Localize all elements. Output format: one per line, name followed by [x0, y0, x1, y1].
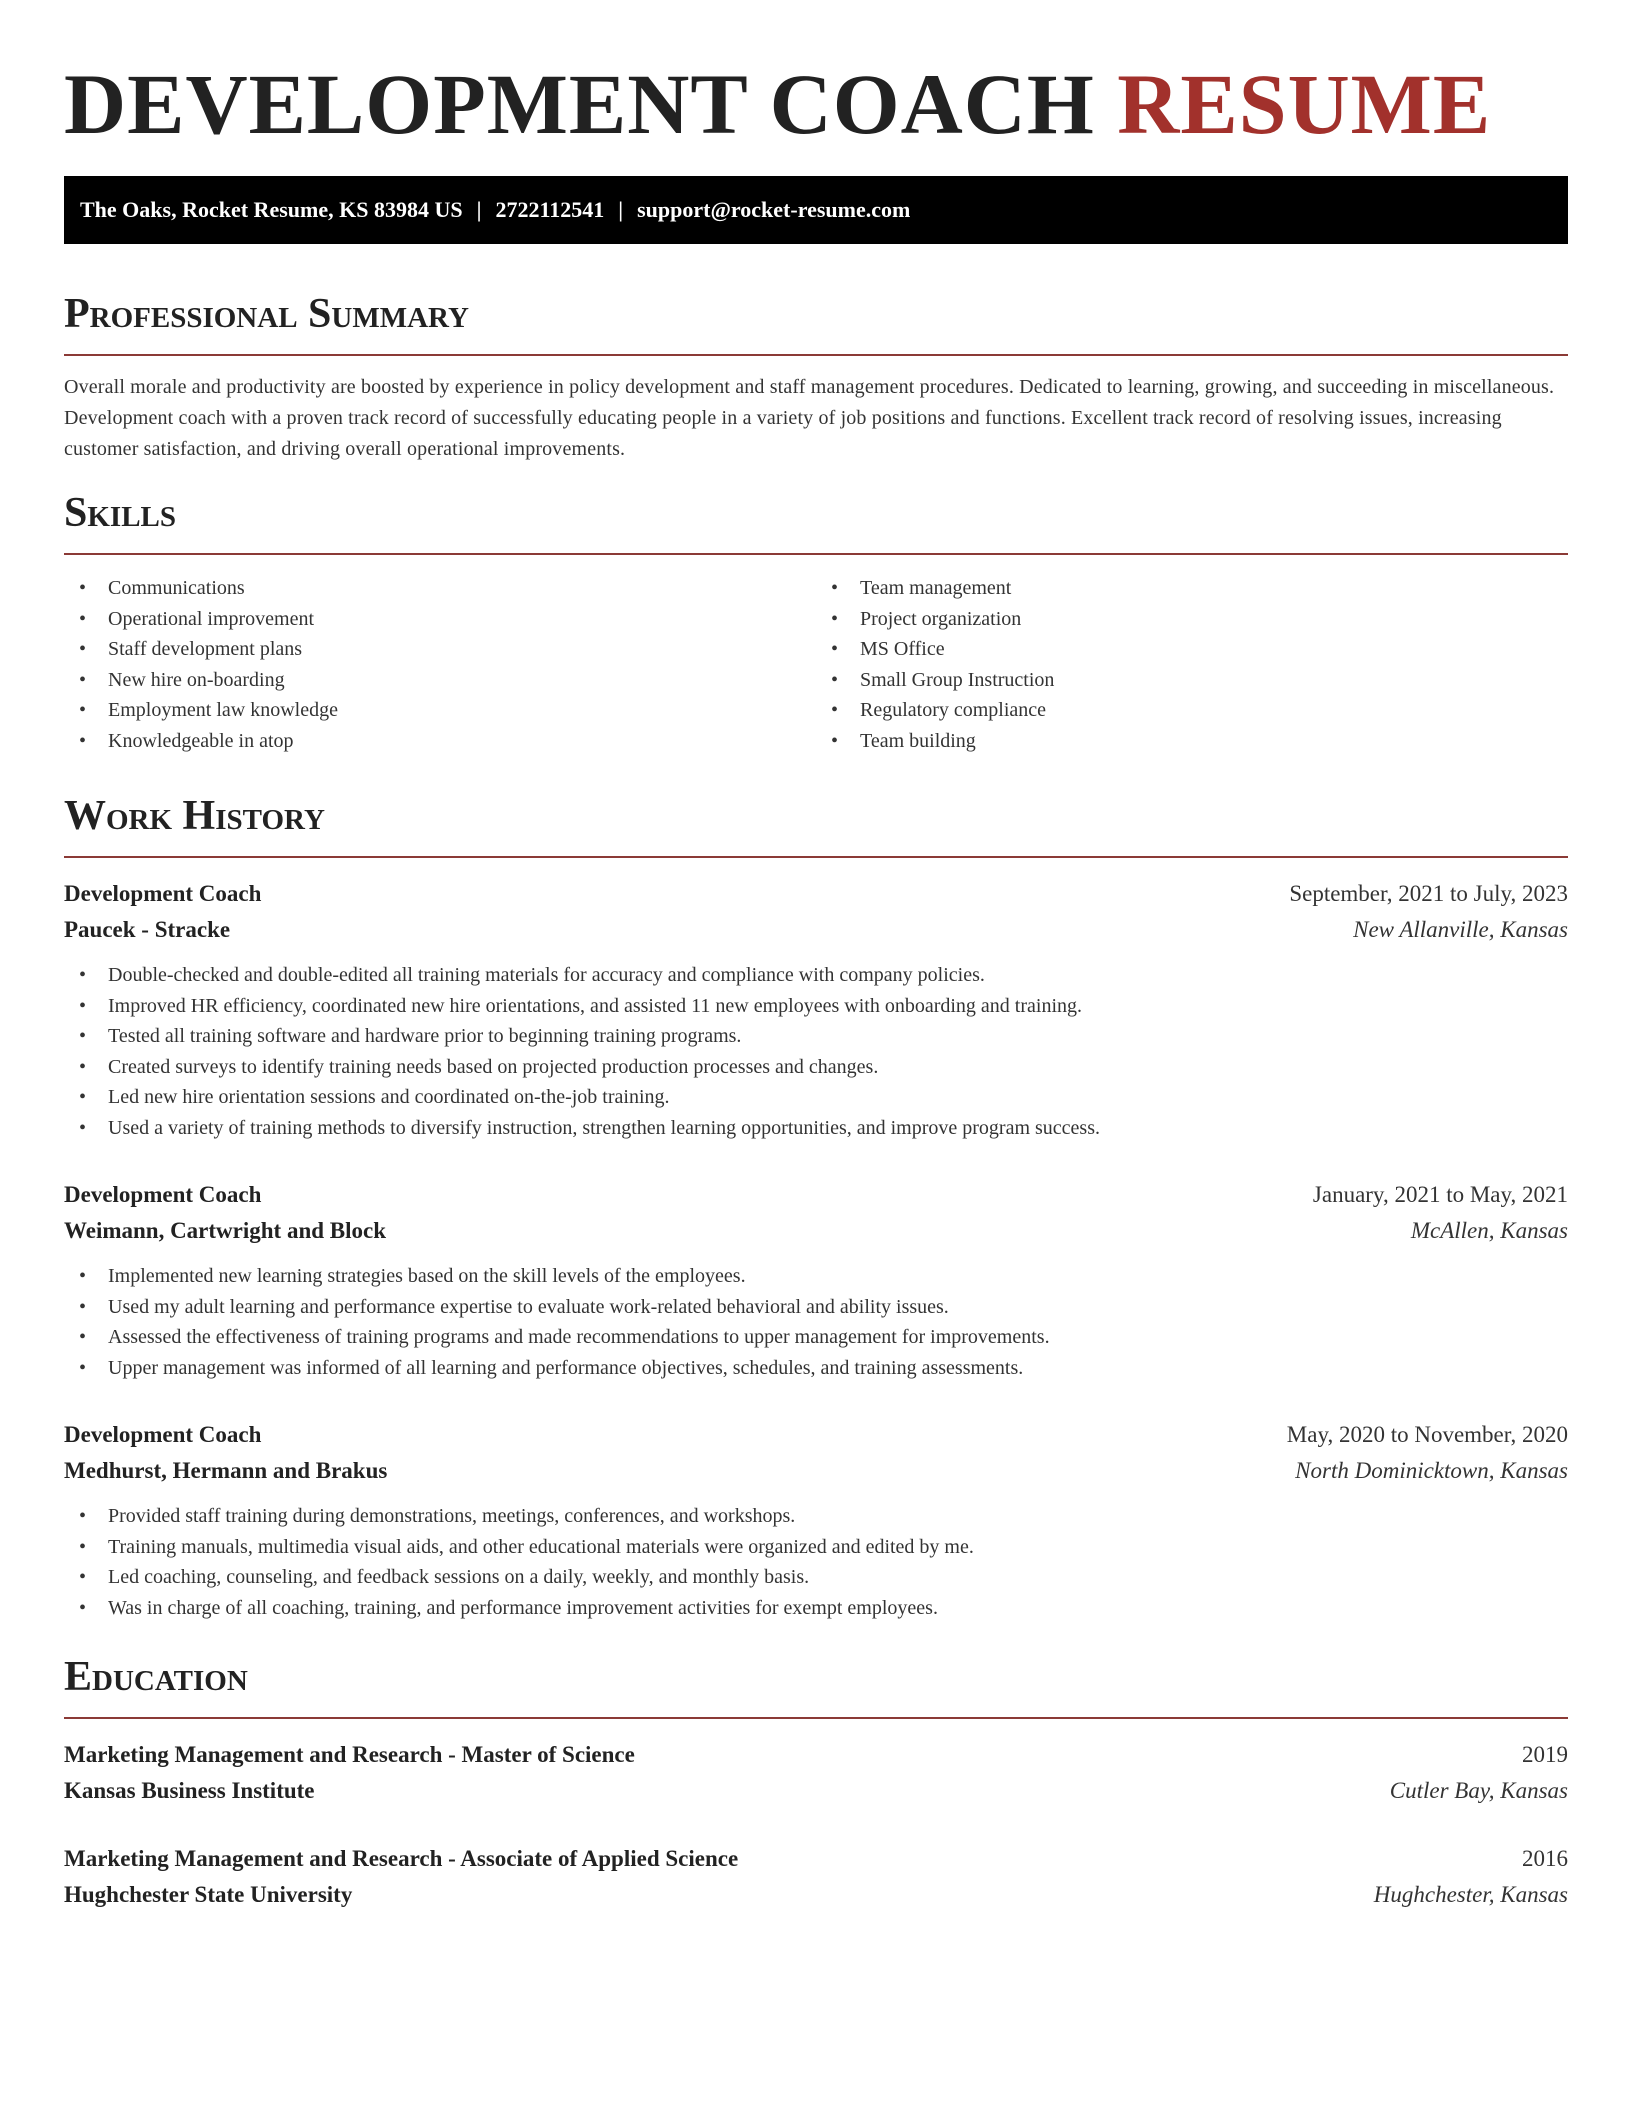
- job-bullet: • Tested all training software and hardware prior to beginning training programs.: [64, 1021, 1568, 1052]
- contact-separator: |: [618, 197, 624, 222]
- job-bullet: • Used a variety of training methods to diversify instruction, strengthen learning opportunities, and improve program success.: [64, 1113, 1568, 1144]
- work-history-heading: Work History: [64, 790, 1568, 858]
- job-dates: January, 2021 to May, 2021: [1312, 1182, 1568, 1207]
- skill-item: • Team management: [816, 573, 1568, 604]
- contact-phone: 2722112541: [495, 197, 605, 222]
- job-bullet: • Led coaching, counseling, and feedback sessions on a daily, weekly, and monthly basis.: [64, 1562, 1568, 1593]
- job-company-row: [64, 1453, 1568, 1489]
- skill-item: • Small Group Instruction: [816, 665, 1568, 696]
- job-header-row: [64, 1177, 1568, 1213]
- skill-item: • Employment law knowledge: [64, 695, 816, 726]
- job-entry: [64, 876, 1568, 1143]
- title-main: DEVELOPMENT COACH: [64, 56, 1095, 152]
- skill-item: • Knowledgeable in atop: [64, 726, 816, 757]
- job-bullet: • Assessed the effectiveness of training programs and made recommendations to upper management for improvements.: [64, 1322, 1568, 1353]
- job-bullet: • Was in charge of all coaching, training, and performance improvement activities for exempt employees.: [64, 1593, 1568, 1624]
- contact-bar: [64, 176, 1568, 244]
- skill-item: • New hire on-boarding: [64, 665, 816, 696]
- job-bullet: • Implemented new learning strategies based on the skill levels of the employees.: [64, 1261, 1568, 1292]
- education-entry: [64, 1737, 1568, 1809]
- contact-separator: |: [476, 197, 482, 222]
- job-bullet: • Provided staff training during demonstrations, meetings, conferences, and workshops.: [64, 1501, 1568, 1532]
- contact-address: The Oaks, Rocket Resume, KS 83984 US: [80, 197, 463, 222]
- job-bullets: [64, 960, 1568, 1143]
- job-company: Medhurst, Hermann and Brakus: [64, 1458, 388, 1483]
- job-bullet: • Upper management was informed of all learning and performance objectives, schedules, and training assessments.: [64, 1353, 1568, 1384]
- contact-email: support@rocket-resume.com: [637, 197, 911, 222]
- skills-column-left: [64, 573, 816, 756]
- education-year: 2019: [1522, 1742, 1568, 1767]
- skill-item: • Operational improvement: [64, 604, 816, 635]
- education-year: 2016: [1522, 1846, 1568, 1871]
- resume-title: [64, 0, 1568, 176]
- job-header-row: [64, 1417, 1568, 1453]
- job-dates: September, 2021 to July, 2023: [1289, 881, 1568, 906]
- job-bullet: • Improved HR efficiency, coordinated new hire orientations, and assisted 11 new employees with onboarding and training.: [64, 991, 1568, 1022]
- job-bullet: • Led new hire orientation sessions and coordinated on-the-job training.: [64, 1082, 1568, 1113]
- job-entry: [64, 1177, 1568, 1383]
- job-title: Development Coach: [64, 881, 262, 906]
- skill-item: • Regulatory compliance: [816, 695, 1568, 726]
- skill-item: • MS Office: [816, 634, 1568, 665]
- job-bullets: [64, 1261, 1568, 1383]
- summary-text: Overall morale and productivity are boosted by experience in policy development and staff management procedures. Dedicated to learning, growing, and succeeding in miscellaneous. Development coach with a proven track record of successfully educating people in a variety of job positions and functions. Excellent track record of resolving issues, increasing customer satisfaction, and driving overall operational improvements.: [64, 376, 1555, 460]
- job-bullet: • Double-checked and double-edited all training materials for accuracy and compliance with company policies.: [64, 960, 1568, 991]
- skills-list: [64, 573, 1568, 756]
- education-school: Kansas Business Institute: [64, 1778, 315, 1803]
- job-bullet: • Used my adult learning and performance expertise to evaluate work-related behavioral and ability issues.: [64, 1292, 1568, 1323]
- job-company: Paucek - Stracke: [64, 917, 231, 942]
- skill-item: • Project organization: [816, 604, 1568, 635]
- education-school-row: [64, 1773, 1568, 1809]
- job-location: McAllen, Kansas: [1410, 1218, 1568, 1243]
- job-company-row: [64, 912, 1568, 948]
- education-heading: Education: [64, 1651, 1568, 1719]
- job-location: North Dominicktown, Kansas: [1295, 1458, 1568, 1483]
- education-entry: [64, 1841, 1568, 1913]
- job-bullet: • Created surveys to identify training needs based on projected production processes and changes.: [64, 1052, 1568, 1083]
- skill-item: • Communications: [64, 573, 816, 604]
- job-header-row: [64, 876, 1568, 912]
- job-bullets: [64, 1501, 1568, 1623]
- skill-item: • Team building: [816, 726, 1568, 757]
- education-degree: Marketing Management and Research - Master of Science: [64, 1742, 635, 1767]
- job-title: Development Coach: [64, 1422, 262, 1447]
- title-accent: RESUME: [1117, 56, 1492, 152]
- job-dates: May, 2020 to November, 2020: [1286, 1422, 1568, 1447]
- education-location: Hughchester, Kansas: [1373, 1882, 1568, 1907]
- job-entry: [64, 1417, 1568, 1623]
- job-company: Weimann, Cartwright and Block: [64, 1218, 387, 1243]
- skill-item: • Staff development plans: [64, 634, 816, 665]
- job-title: Development Coach: [64, 1182, 262, 1207]
- job-location: New Allanville, Kansas: [1353, 917, 1568, 942]
- summary-heading: Professional Summary: [64, 288, 1568, 356]
- job-bullet: • Training manuals, multimedia visual aids, and other educational materials were organized and edited by me.: [64, 1532, 1568, 1563]
- education-degree: Marketing Management and Research - Associate of Applied Science: [64, 1846, 739, 1871]
- education-school-row: [64, 1877, 1568, 1913]
- education-degree-row: [64, 1841, 1568, 1877]
- skills-column-right: [816, 573, 1568, 756]
- education-school: Hughchester State University: [64, 1882, 353, 1907]
- education-degree-row: [64, 1737, 1568, 1773]
- skills-heading: Skills: [64, 487, 1568, 555]
- education-location: Cutler Bay, Kansas: [1389, 1778, 1568, 1803]
- job-company-row: [64, 1213, 1568, 1249]
